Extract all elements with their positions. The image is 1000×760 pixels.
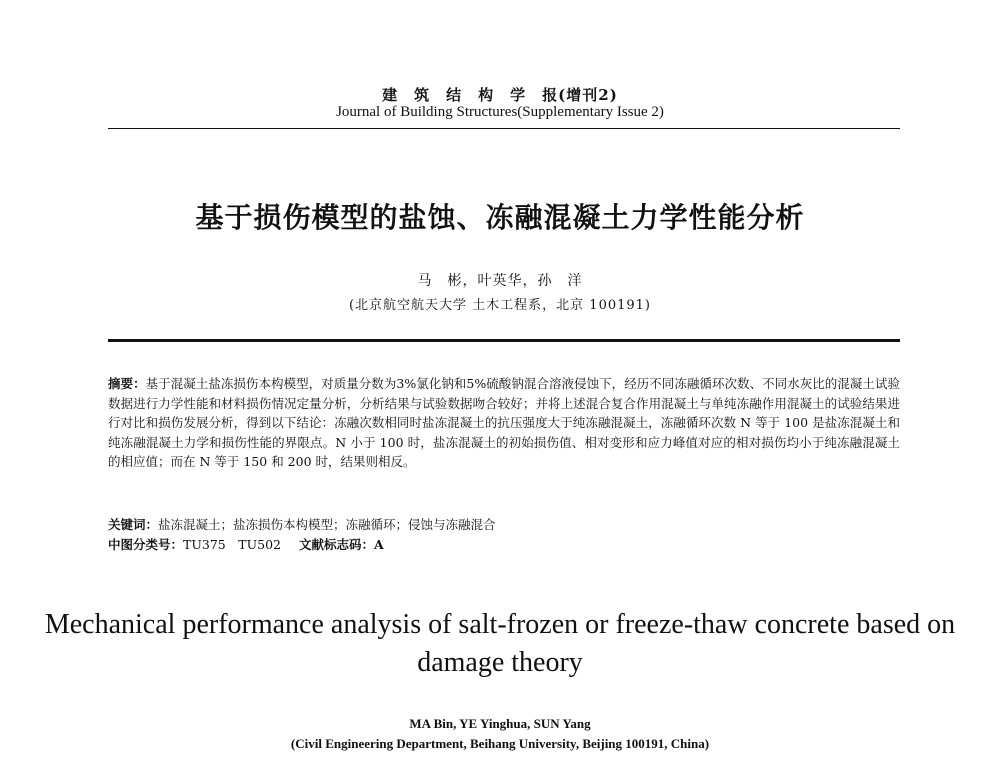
paper-title-cn: 基于损伤模型的盐蚀、冻融混凝土力学性能分析	[195, 201, 805, 234]
document-code: A	[374, 537, 384, 552]
abstract	[108, 374, 900, 472]
document-code-label: 文献标志码：	[298, 537, 374, 552]
paper-title-en: Mechanical performance analysis of salt-frozen or freeze-thaw concrete based on damage theory	[44, 609, 956, 678]
classification-codes: TU375 TU502	[183, 537, 281, 552]
keywords-label: 关键词：	[108, 517, 159, 532]
keywords	[108, 515, 900, 534]
authors-en: MA Bin, YE Yinghua, SUN Yang	[409, 716, 591, 731]
classification-label: 中图分类号：	[108, 537, 184, 552]
keywords-text: 盐冻混凝土；盐冻损伤本构模型；冻融循环；侵蚀与冻融混合	[158, 517, 496, 532]
abstract-label: 摘要：	[108, 376, 146, 391]
section-divider	[108, 339, 900, 342]
journal-name-cn: 建 筑 结 构 学 报(增刊2)	[382, 86, 618, 104]
authors-cn: 马 彬，叶英华，孙 洋	[417, 273, 583, 289]
classification	[108, 535, 900, 554]
affiliation-en: (Civil Engineering Department, Beihang University, Beijing 100191, China)	[290, 736, 710, 751]
header-rule	[108, 128, 900, 129]
abstract-text: 基于混凝土盐冻损伤本构模型，对质量分数为3%氯化钠和5%硫酸钠混合溶液侵蚀下，经历不同冻融循环次数、不同水灰比的混凝土试验数据进行力学性能和材料损伤情况定量分析，分析结果与试验数据吻合较好；并将上述混合复合作用混凝土与单纯冻融作用混凝土的试验结果进行对比和损伤发展分析，得到以下结论：冻融次数相同时盐冻混凝土的抗压强度大于纯冻融混凝土，冻融循环次数 N 等于 100 是盐冻混凝土和纯冻融混凝土力学和损伤性能的界限点。N 小于 100 时，盐冻混凝土的初始损伤值、相对变形和应力峰值对应的相对损伤均小于纯冻融混凝土的相应值；而在 N 等于 150 和 200 时，结果则相反。	[108, 376, 900, 469]
journal-name-en: Journal of Building Structures(Supplementary Issue 2)	[336, 104, 664, 120]
affiliation-cn: (北京航空航天大学 土木工程系，北京 100191)	[348, 298, 652, 313]
